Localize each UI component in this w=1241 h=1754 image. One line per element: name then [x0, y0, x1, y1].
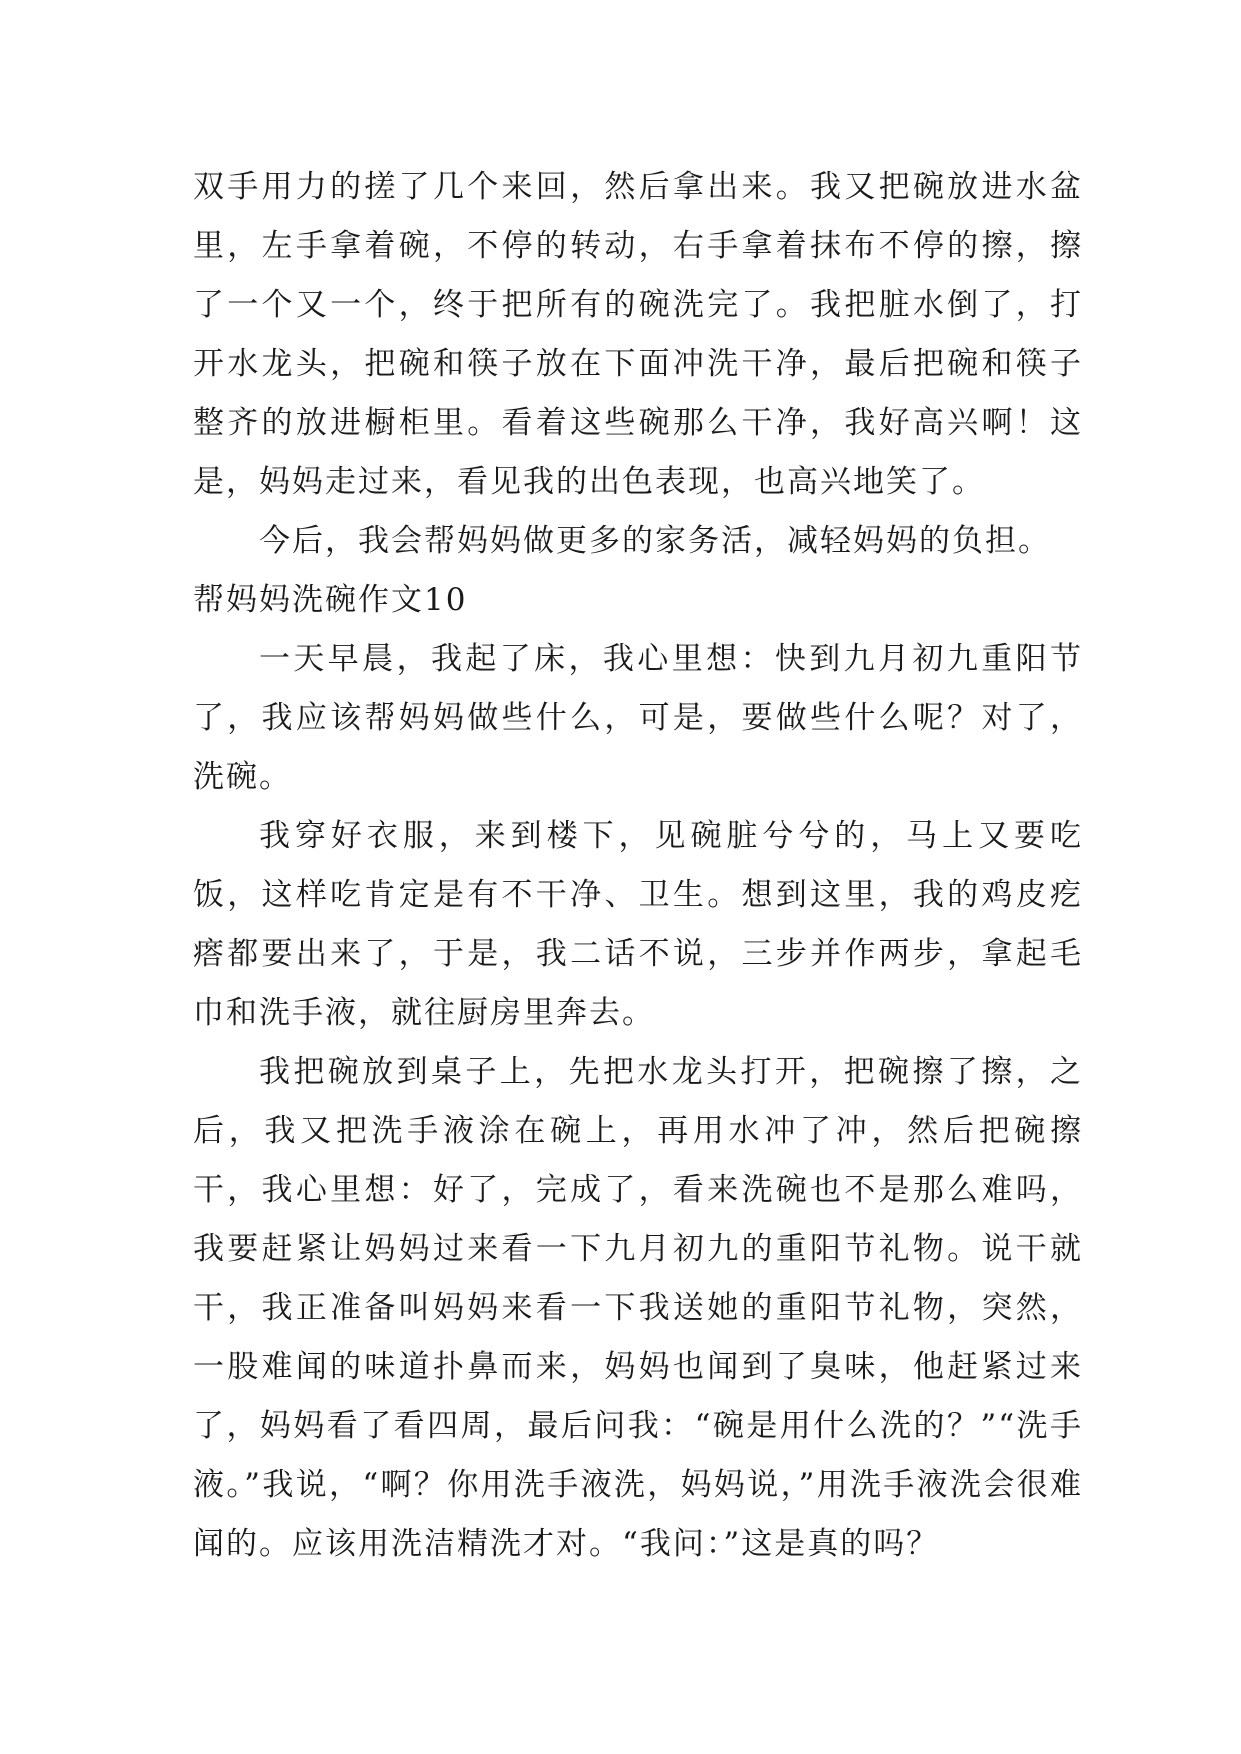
document-body — [193, 158, 1083, 1574]
paragraph-continued: 双手用力的搓了几个来回，然后拿出来。我又把碗放进水盆里，左手拿着碗，不停的转动，右手拿着抹布不停的擦，擦了一个又一个，终于把所有的碗洗完了。我把脏水倒了，打开水龙头，把碗和筷子放在下面冲洗干净，最后把碗和筷子整齐的放进橱柜里。看着这些碗那么干净，我好高兴啊！这是，妈妈走过来，看见我的出色表现，也高兴地笑了。 — [193, 169, 1083, 500]
paragraph: 我穿好衣服，来到楼下，见碗脏兮兮的，马上又要吃饭，这样吃肯定是有不干净、卫生。想到这里，我的鸡皮疙瘩都要出来了，于是，我二话不说，三步并作两步，拿起毛巾和洗手液，就往厨房里奔去。 — [193, 818, 1083, 1031]
paragraph: 我把碗放到桌子上，先把水龙头打开，把碗擦了擦，之后，我又把洗手液涂在碗上，再用水冲了冲，然后把碗擦干，我心里想：好了，完成了，看来洗碗也不是那么难吗，我要赶紧让妈妈过来看一下九月初九的重阳节礼物。说干就干，我正准备叫妈妈来看一下我送她的重阳节礼物，突然，一股难闻的味道扑鼻而来，妈妈也闻到了臭味，他赶紧过来了，妈妈看了看四周，最后问我：“碗是用什么洗的？”“洗手液。”我说，“啊？你用洗手液洗，妈妈说，”用洗手液洗会很难闻的。应该用洗洁精洗才对。“我问：”这是真的吗？ — [193, 1054, 1083, 1562]
section-title: 帮妈妈洗碗作文10 — [193, 582, 468, 618]
paragraph-closing: 今后，我会帮妈妈做更多的家务活，减轻妈妈的负担。 — [259, 523, 1051, 559]
paragraph: 一天早晨，我起了床，我心里想：快到九月初九重阳节了，我应该帮妈妈做些什么，可是，要做些什么呢？对了，洗碗。 — [193, 641, 1083, 795]
